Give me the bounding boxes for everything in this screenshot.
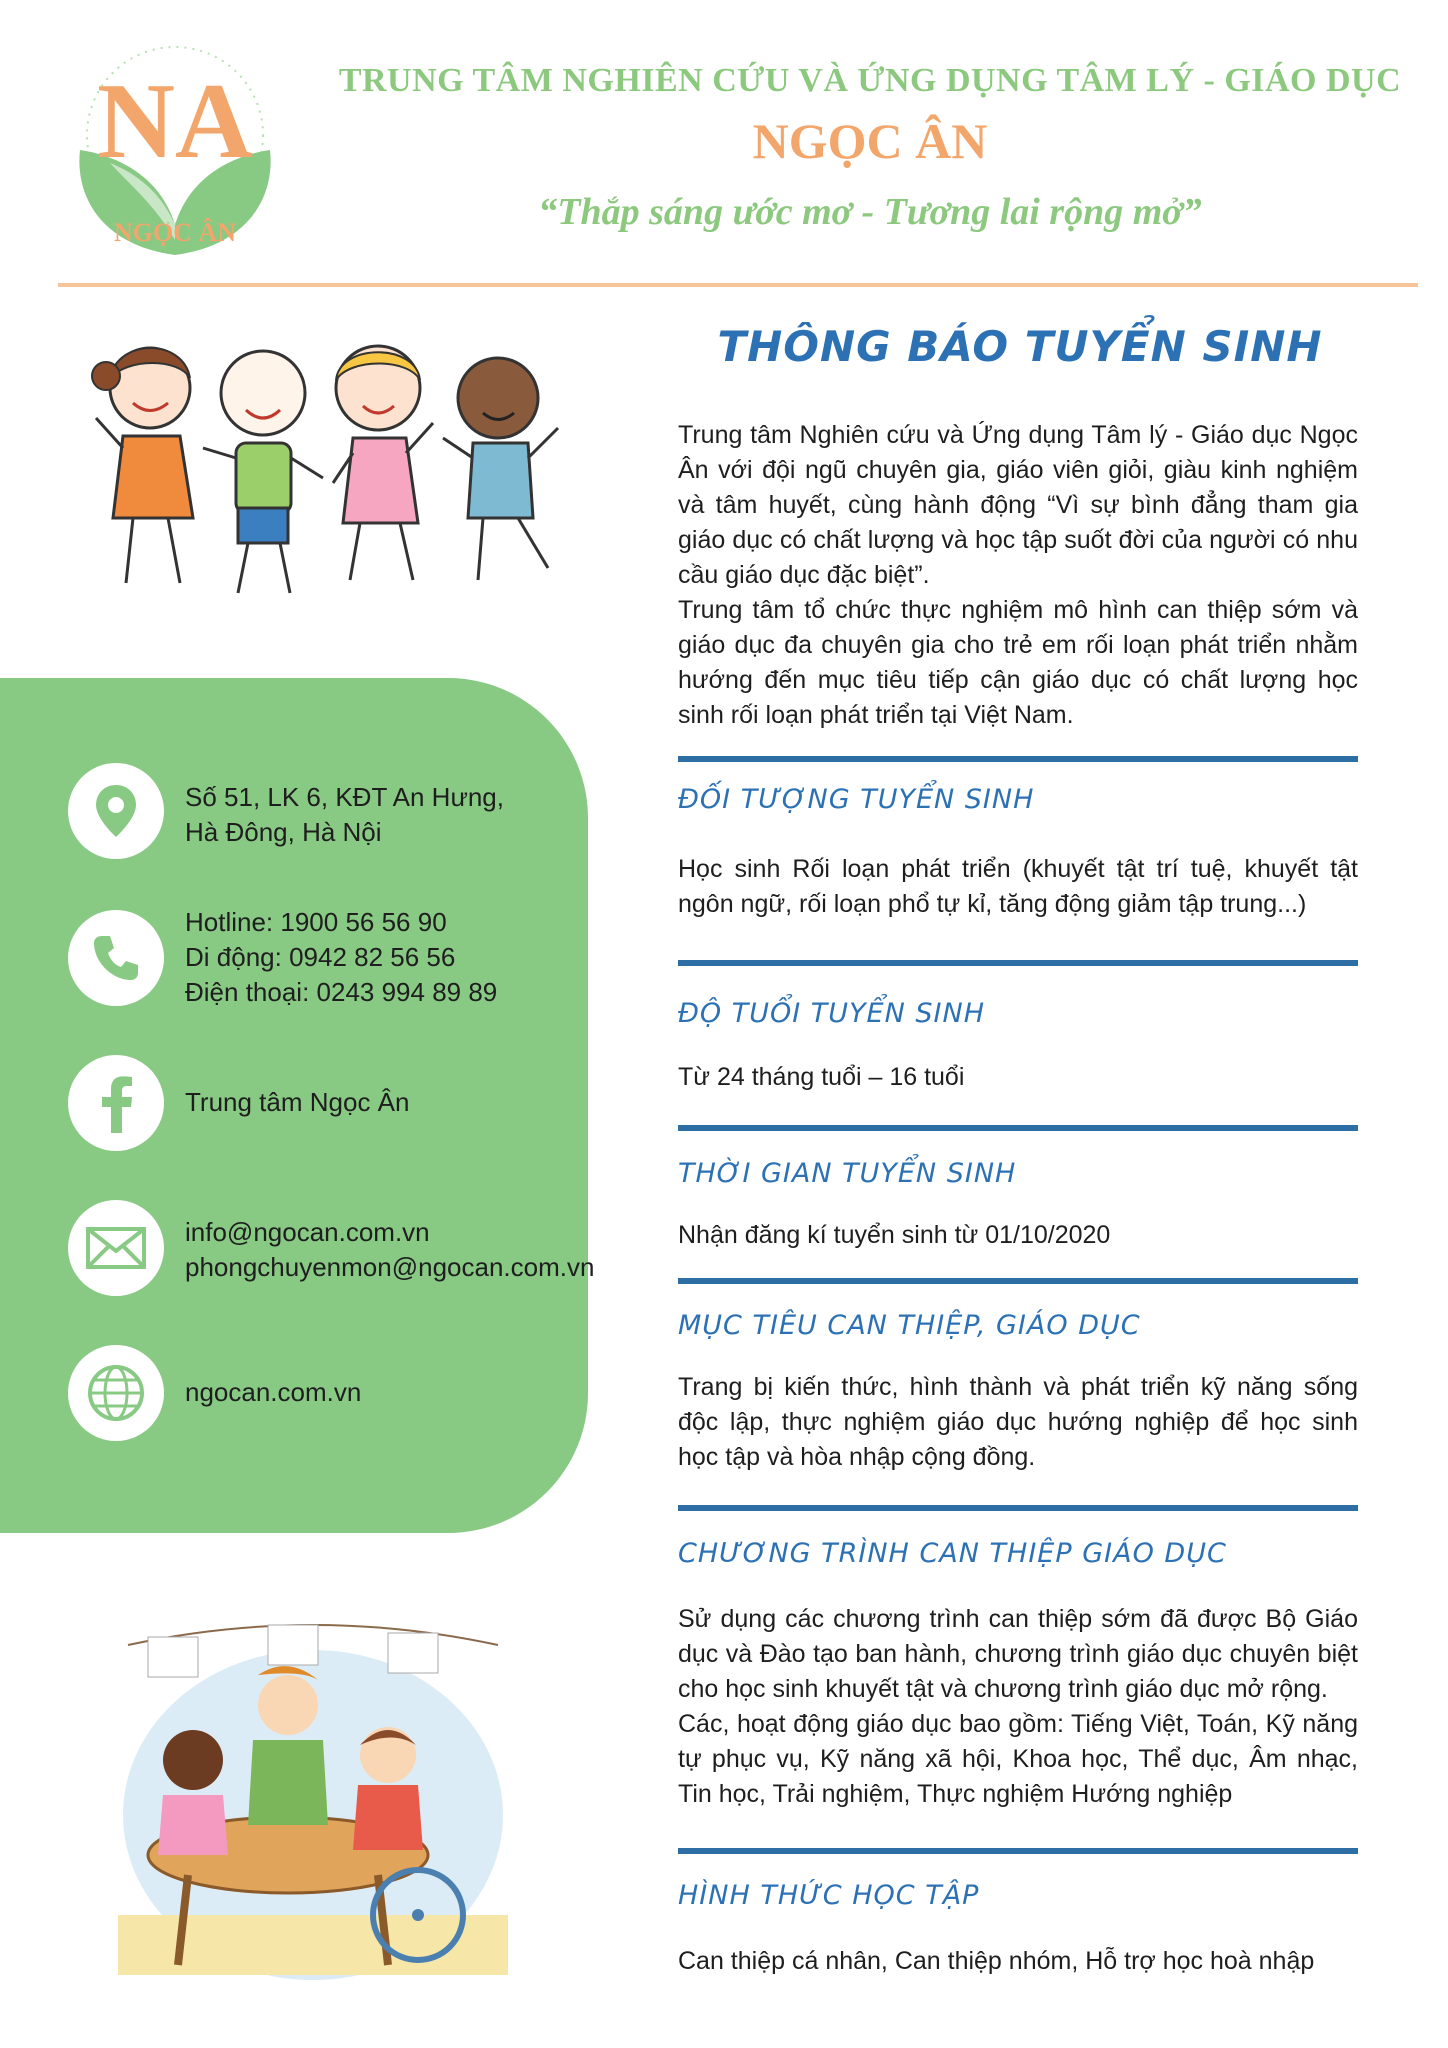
section-title-age-range: ĐỘ TUỔI TUYỂN SINH <box>678 998 985 1029</box>
section-title-program: CHƯƠNG TRÌNH CAN THIỆP GIÁO DỤC <box>678 1538 1227 1569</box>
org-name-line2: NGỌC ÂN <box>752 113 988 169</box>
email-info[interactable]: info@ngocan.com.vn <box>185 1217 430 1247</box>
phone-icon <box>68 910 164 1006</box>
section-body-age-range: Từ 24 tháng tuổi – 16 tuổi <box>678 1063 965 1091</box>
intro-paragraph-1: Trung tâm Nghiên cứu và Ứng dụng Tâm lý - Giáo dục Ngọc Ân với đội ngũ chuyên gia, giáo viên giỏi, giàu kinh nghiệm và tâm huyết, cùng hành động “Vì sự bình đẳng tham gia giáo dục có chất lượng và học tập suốt đời của người có nhu cầu giáo dục đặc biệt”. <box>678 421 1358 589</box>
map-pin-icon <box>68 763 164 859</box>
section-title-goals: MỤC TIÊU CAN THIỆP, GIÁO DỤC <box>678 1310 1141 1341</box>
facebook-page-link[interactable]: Trung tâm Ngọc Ân <box>185 1087 410 1117</box>
section-body-goals: Trang bị kiến thức, hình thành và phát triển kỹ năng sống độc lập, thực nghiệm giáo dục hướng nghiệp để học sinh học tập và hòa nhập cộng đồng. <box>678 1373 1358 1471</box>
child-figure-3 <box>333 346 433 580</box>
email-list <box>185 1215 594 1285</box>
hotline[interactable]: Hotline: 1900 56 56 90 <box>185 907 447 937</box>
section-divider <box>678 1125 1358 1131</box>
intro-paragraph-2: Trung tâm tổ chức thực nghiệm mô hình can thiệp sớm và giáo dục đa chuyên gia cho trẻ em rối loạn phát triển nhằm hướng đến mục tiêu tiếp cận giáo dục có chất lượng học sinh rối loạn phát triển tại Việt Nam. <box>678 596 1358 729</box>
header-divider <box>58 283 1418 287</box>
section-title-learning-format: HÌNH THỨC HỌC TẬP <box>678 1880 980 1911</box>
address-text <box>185 780 504 850</box>
landline-number[interactable]: Điện thoại: 0243 994 89 89 <box>185 977 498 1007</box>
section-body-program-activities: Các, hoạt động giáo dục bao gồm: Tiếng Việt, Toán, Kỹ năng tự phục vụ, Kỹ năng xã hội, Khoa học, Thể dục, Âm nhạc, Tin học, Trải nghiệm, Thực nghiệm Hướng nghiệp <box>678 1710 1358 1808</box>
children-illustration <box>88 318 578 608</box>
address-line-2: Hà Đông, Hà Nội <box>185 817 382 847</box>
section-body-target-students: Học sinh Rối loạn phát triển (khuyết tật trí tuệ, khuyết tật ngôn ngữ, rối loạn phổ tự kỉ, tăng động giảm tập trung...) <box>678 855 1358 918</box>
section-divider <box>678 756 1358 762</box>
section-body-program: Sử dụng các chương trình can thiệp sớm đã được Bộ Giáo dục và Đào tạo ban hành, chương trình giáo dục chuyên biệt cho học sinh khuyết tật và chương trình giáo dục mở rộng. <box>678 1605 1358 1703</box>
child-figure-4 <box>443 358 558 580</box>
center-logo <box>70 35 280 260</box>
section-divider <box>678 1505 1358 1511</box>
phone-list <box>185 905 497 1010</box>
classroom-illustration <box>118 1585 508 1985</box>
section-divider <box>678 1278 1358 1284</box>
announcement-title: THÔNG BÁO TUYỂN SINH <box>717 322 1323 371</box>
section-divider <box>678 960 1358 966</box>
section-title-enrollment-period: THỜI GIAN TUYỂN SINH <box>678 1158 1017 1189</box>
svg-text:NGỌC ÂN: NGỌC ÂN <box>113 218 237 247</box>
globe-icon <box>68 1345 164 1441</box>
section-body-enrollment-period: Nhận đăng kí tuyển sinh từ 01/10/2020 <box>678 1221 1111 1249</box>
address-line-1: Số 51, LK 6, KĐT An Hưng, <box>185 782 504 812</box>
mobile-number[interactable]: Di động: 0942 82 56 56 <box>185 942 456 972</box>
section-divider <box>678 1848 1358 1854</box>
section-title-target-students: ĐỐI TƯỢNG TUYỂN SINH <box>678 784 1035 815</box>
child-figure-2 <box>203 351 323 593</box>
website-link[interactable]: ngocan.com.vn <box>185 1377 362 1407</box>
facebook-icon <box>68 1055 164 1151</box>
org-name-line1: TRUNG TÂM NGHIÊN CỨU VÀ ỨNG DỤNG TÂM LÝ - GIÁO DỤC <box>338 62 1402 99</box>
svg-text:NA: NA <box>97 62 253 181</box>
section-body-learning-format: Can thiệp cá nhân, Can thiệp nhóm, Hỗ trợ học hoà nhập <box>678 1947 1315 1975</box>
email-professional[interactable]: phongchuyenmon@ngocan.com.vn <box>185 1252 595 1282</box>
child-figure-1 <box>92 348 193 583</box>
slogan: “Thắp sáng ước mơ - Tương lai rộng mở” <box>538 191 1202 233</box>
envelope-icon <box>68 1200 164 1296</box>
